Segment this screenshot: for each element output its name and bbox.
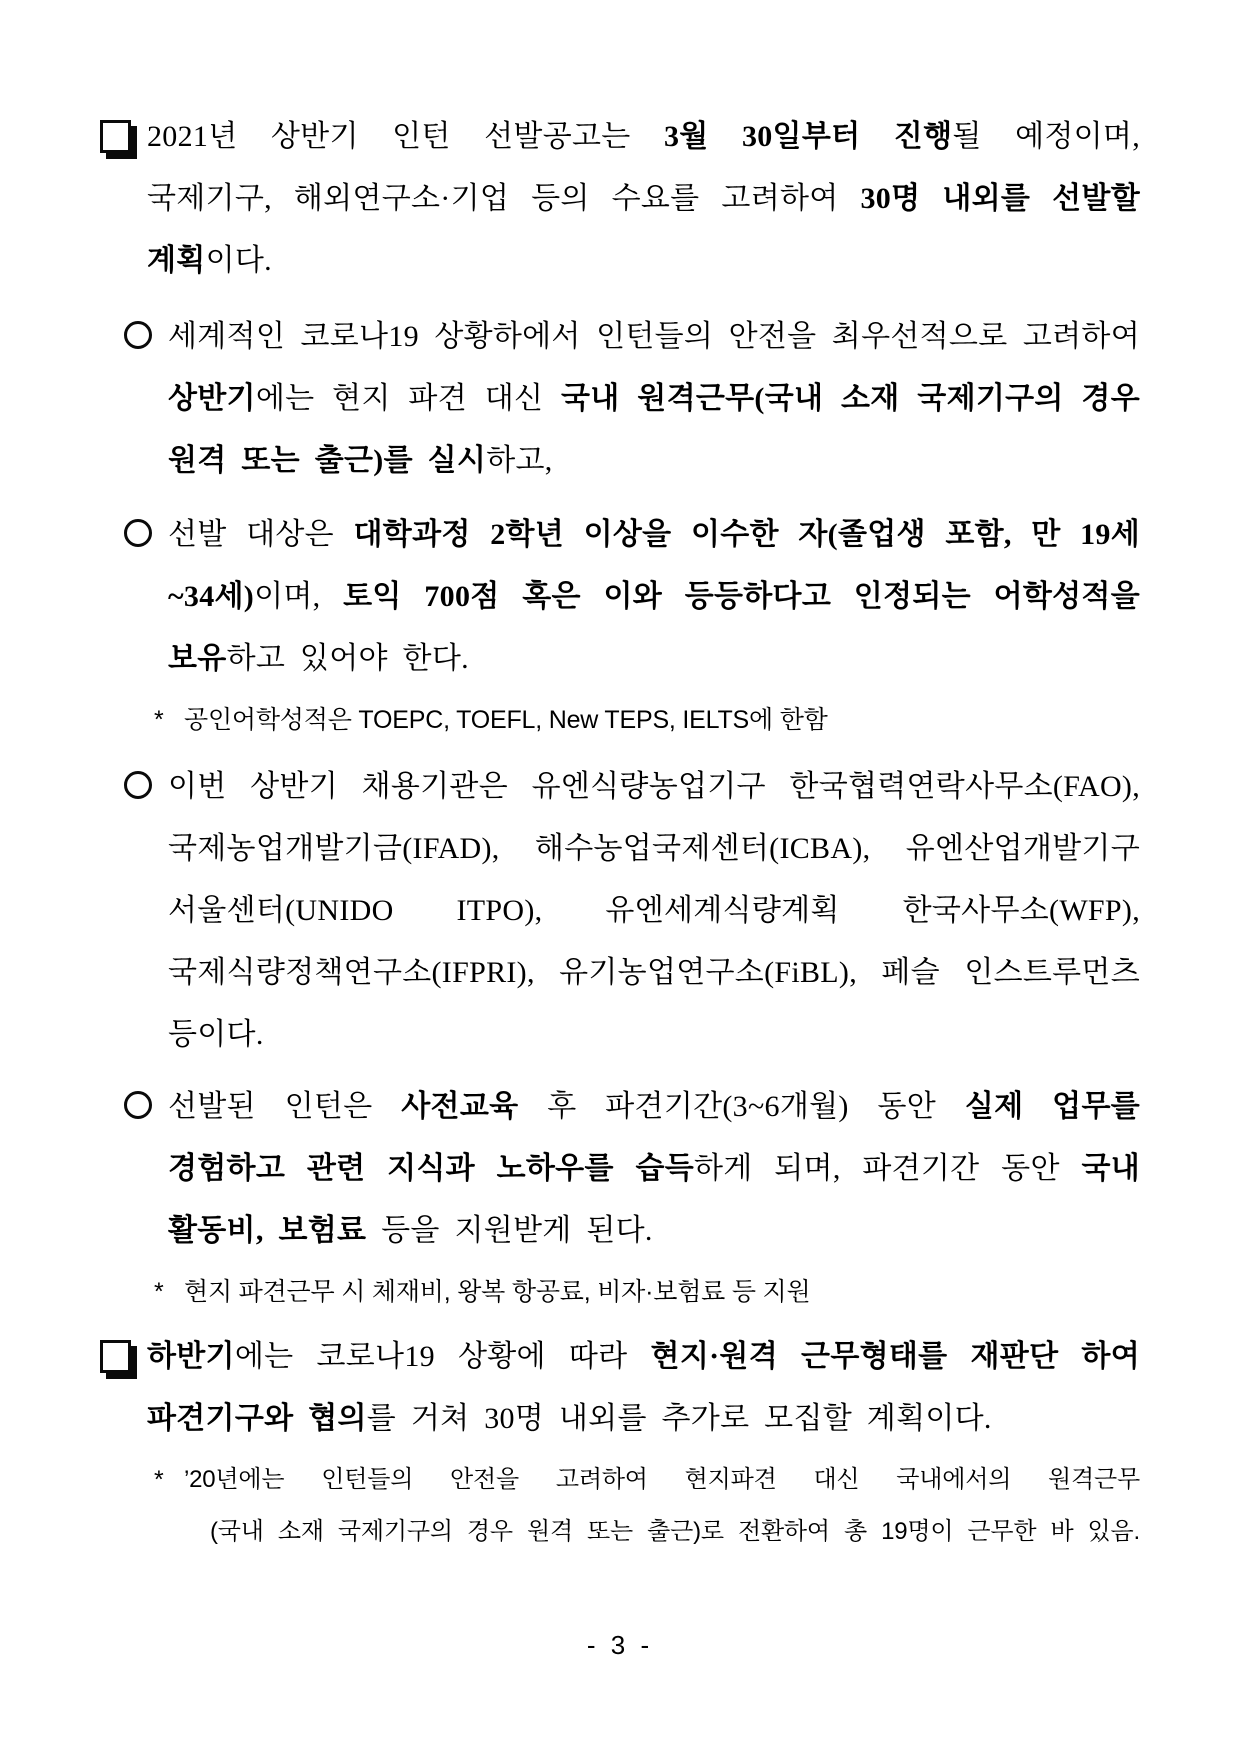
footnote-text: 현지 파견근무 시 체재비, 왕복 항공료, 비자·보험료 등 지원 — [184, 1278, 811, 1306]
paragraph-text — [168, 306, 1140, 492]
paragraph-text — [147, 1326, 1140, 1450]
paragraph-text — [168, 504, 1140, 690]
text-run: 등을 지원받게 된다. — [366, 1214, 653, 1247]
text-run-bold: 하반기 — [147, 1340, 235, 1373]
text-run: 이번 상반기 채용기관은 유엔식량농업기구 한국협력연락사무소(FAO), 국제농업개발기금(IFAD), 해수농업국제센터(ICBA), 유엔산업개발기구 서울센터(UNIDO ITPO), 유엔세계식량계획 한국사무소(WFP), 국제식량정책연구소(IFPRI), 유기농업연구소(FiBL), 페슬 인스트루먼츠 등이다. — [168, 770, 1140, 1051]
text-run-bold: 실제 업무를 경험하고 관련 지식과 노하우를 습득 — [168, 1090, 1141, 1185]
page-number: - 3 - — [586, 1630, 654, 1660]
circle-bullet-icon — [124, 1076, 168, 1119]
text-run: 하고 있어야 한다. — [226, 642, 469, 675]
text-run-bold: 사전교육 — [401, 1090, 519, 1123]
footnote-language-tests — [100, 694, 1140, 746]
footnote-line-1: ’20년에는 인턴들의 안전을 고려하여 현지파견 대신 국내에서의 원격근무 — [184, 1466, 1140, 1493]
text-run-bold: 현지·원격 근무형태를 재판단 하여 파견기구와 협의 — [147, 1340, 1140, 1435]
footnote-line-2: (국내 소재 국제기구의 경우 원격 또는 출근)로 전환하여 총 19명이 근무한 바 있음. — [210, 1518, 1140, 1545]
text-run: 후 파견기간(3~6개월) 동안 — [518, 1090, 965, 1123]
asterisk-icon: * — [154, 706, 164, 734]
text-run: 이다. — [205, 244, 272, 277]
text-run-bold: 국내 활동비, 보험료 — [168, 1152, 1140, 1247]
square-bullet-icon — [100, 106, 147, 153]
asterisk-icon: * — [154, 1278, 164, 1306]
text-run: 에는 현지 파견 대신 — [255, 382, 562, 415]
text-run: 하고, — [486, 444, 553, 477]
text-run: 하게 되며, 파견기간 동안 — [694, 1152, 1082, 1185]
text-run-bold: 토익 700점 혹은 이와 등등하다고 인정되는 어학성적을 보유 — [168, 580, 1140, 675]
circle-bullet-icon — [124, 756, 168, 799]
footnote-2020-remote-work — [100, 1454, 1140, 1558]
circle-bullet-icon — [124, 504, 168, 547]
text-run-bold: 30명 내외를 선발할 계획 — [147, 182, 1140, 277]
circle-outline-icon — [124, 519, 152, 547]
text-run: 를 거쳐 30명 내외를 추가로 모집할 계획이다. — [366, 1402, 992, 1435]
text-run: 에는 코로나19 상황에 따라 — [234, 1340, 651, 1373]
paragraph-text — [168, 1076, 1140, 1262]
paragraph-covid-safety — [100, 306, 1140, 492]
square-bullet-icon — [100, 1326, 147, 1373]
circle-outline-icon — [124, 1091, 152, 1119]
text-run: 2021년 상반기 인턴 선발공고는 — [147, 120, 664, 153]
paragraph-internship-benefits — [100, 1076, 1140, 1262]
footnote-text: 공인어학성적은 TOEPC, TOEFL, New TEPS, IELTS에 한함 — [184, 706, 828, 734]
asterisk-icon: * — [154, 1466, 164, 1494]
text-run: 선발된 인턴은 — [168, 1090, 402, 1123]
text-run-bold: 국내 원격근무(국내 소재 국제기구의 경우 원격 또는 출근)를 실시 — [168, 382, 1140, 477]
text-run: 이며, — [254, 580, 344, 613]
square-shadow-icon — [100, 120, 131, 153]
text-run: 될 예정이며, 국제기구, 해외연구소·기업 등의 수요를 고려하여 — [147, 120, 1140, 215]
footnote-lines — [184, 1454, 1140, 1558]
paragraph-host-organizations — [100, 756, 1140, 1066]
square-shadow-icon — [100, 1340, 131, 1373]
paragraph-text — [168, 756, 1140, 1066]
text-run-bold: 대학과정 2학년 이상을 이수한 자(졸업생 포함, 만 19세~34세) — [168, 518, 1140, 613]
paragraph-second-half-plan — [100, 1326, 1140, 1450]
footnote-overseas-support — [100, 1266, 1140, 1318]
text-run-bold: 3월 30일부터 진행 — [663, 120, 953, 153]
text-run-bold: 상반기 — [168, 382, 256, 415]
paragraph-eligibility — [100, 504, 1140, 690]
paragraph-announcement-schedule — [100, 106, 1140, 292]
paragraph-text — [147, 106, 1140, 292]
circle-outline-icon — [124, 771, 152, 799]
text-run: 세계적인 코로나19 상황하에서 인턴들의 안전을 최우선적으로 고려하여 — [168, 320, 1140, 353]
circle-bullet-icon — [124, 306, 168, 349]
circle-outline-icon — [124, 321, 152, 349]
text-run: 선발 대상은 — [168, 518, 354, 551]
